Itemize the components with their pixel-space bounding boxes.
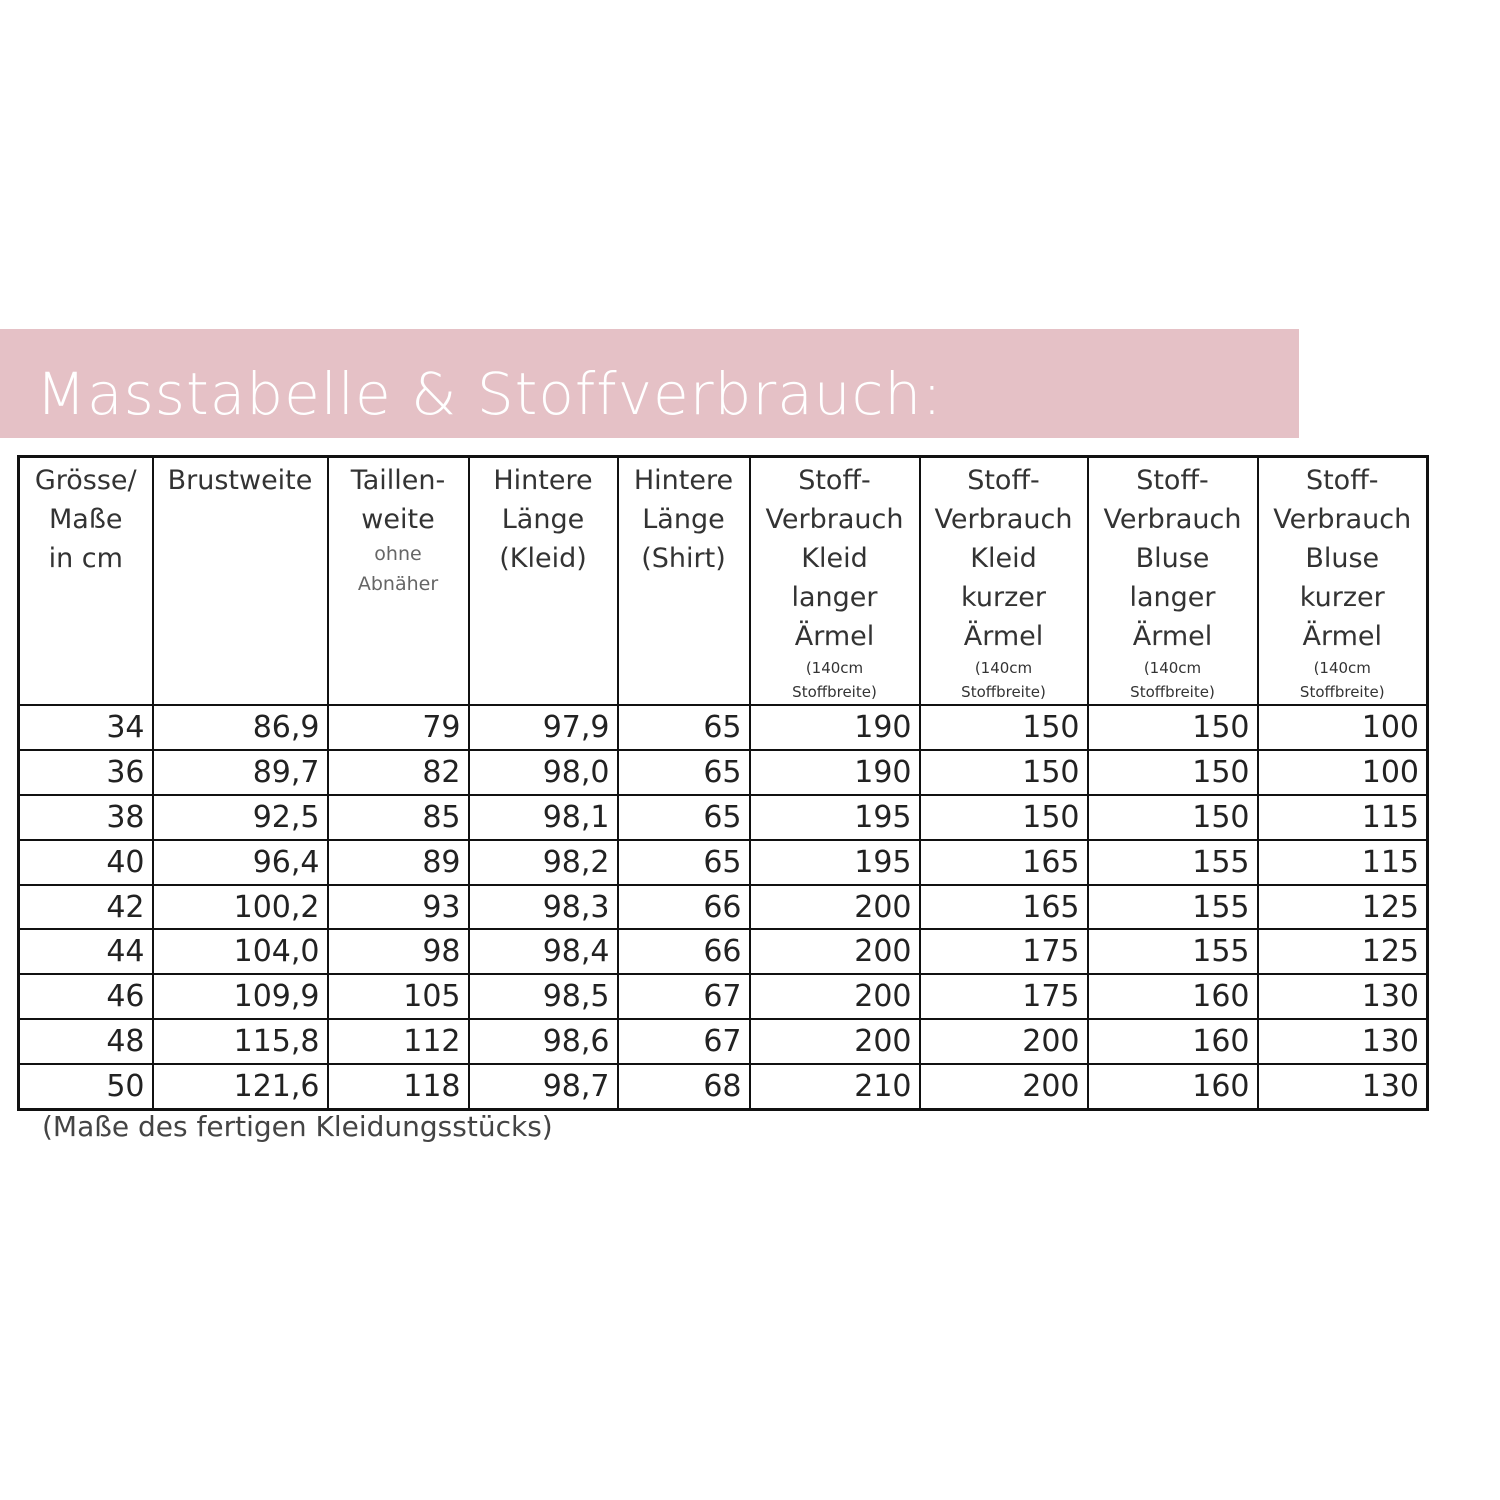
- value-cell: 195: [750, 840, 920, 885]
- value-cell: 98,5: [469, 974, 618, 1019]
- column-header-line: langer: [1129, 582, 1216, 613]
- column-header-footnote: Stoffbreite): [792, 683, 877, 701]
- value-cell: 98,1: [469, 795, 618, 840]
- value-cell: 175: [920, 929, 1088, 974]
- column-header-line: Kleid: [801, 543, 868, 574]
- value-cell: 130: [1258, 1064, 1428, 1109]
- value-cell: 150: [1088, 795, 1258, 840]
- value-cell: 150: [920, 795, 1088, 840]
- column-header-line: Stoff-: [967, 465, 1040, 496]
- value-cell: 98,6: [469, 1019, 618, 1064]
- column-header: [1258, 457, 1428, 706]
- column-header-line: Bluse: [1135, 543, 1210, 574]
- column-header-line: in cm: [48, 543, 123, 574]
- value-cell: 98,0: [469, 750, 618, 795]
- column-header-line: Hintere: [493, 465, 593, 496]
- column-header: [153, 457, 328, 706]
- value-cell: 150: [920, 750, 1088, 795]
- value-cell: 165: [920, 885, 1088, 930]
- size-cell: 34: [19, 705, 153, 750]
- value-cell: 100: [1258, 705, 1428, 750]
- value-cell: 118: [328, 1064, 469, 1109]
- value-cell: 115: [1258, 840, 1428, 885]
- column-header: [19, 457, 153, 706]
- column-header: [750, 457, 920, 706]
- size-cell: 44: [19, 929, 153, 974]
- value-cell: 105: [328, 974, 469, 1019]
- column-header-note: Abnäher: [357, 573, 439, 595]
- value-cell: 190: [750, 750, 920, 795]
- table-body: [19, 705, 1428, 1109]
- value-cell: 92,5: [153, 795, 328, 840]
- value-cell: 121,6: [153, 1064, 328, 1109]
- value-cell: 89,7: [153, 750, 328, 795]
- value-cell: 98,2: [469, 840, 618, 885]
- column-header-line: Brustweite: [167, 465, 313, 496]
- value-cell: 115,8: [153, 1019, 328, 1064]
- column-header-line: Ärmel: [794, 621, 875, 652]
- column-header-line: kurzer: [1299, 582, 1385, 613]
- column-header-line: Verbrauch: [1273, 504, 1412, 535]
- table-row: [19, 1064, 1428, 1109]
- value-cell: 150: [1088, 750, 1258, 795]
- value-cell: 125: [1258, 885, 1428, 930]
- value-cell: 86,9: [153, 705, 328, 750]
- column-header-line: Ärmel: [1302, 621, 1382, 652]
- value-cell: 155: [1088, 840, 1258, 885]
- column-header: [1088, 457, 1258, 706]
- value-cell: 160: [1088, 1019, 1258, 1064]
- table-row: [19, 1019, 1428, 1064]
- value-cell: 65: [618, 840, 750, 885]
- value-cell: 65: [618, 750, 750, 795]
- column-header-line: Stoff-: [1136, 465, 1209, 496]
- value-cell: 68: [618, 1064, 750, 1109]
- size-cell: 46: [19, 974, 153, 1019]
- value-cell: 175: [920, 974, 1088, 1019]
- value-cell: 155: [1088, 885, 1258, 930]
- column-header: [469, 457, 618, 706]
- table-row: [19, 840, 1428, 885]
- value-cell: 130: [1258, 1019, 1428, 1064]
- value-cell: 98,7: [469, 1064, 618, 1109]
- column-header-line: langer: [791, 582, 878, 613]
- table-row: [19, 974, 1428, 1019]
- footnote: (Maße des fertigen Kleidungsstücks): [42, 1110, 553, 1143]
- table-row: [19, 885, 1428, 930]
- column-header-line: Verbrauch: [765, 504, 904, 535]
- size-cell: 40: [19, 840, 153, 885]
- table-row: [19, 929, 1428, 974]
- table-header-row: [19, 457, 1428, 706]
- column-header-line: Bluse: [1305, 543, 1380, 574]
- size-chart-table: [17, 455, 1429, 1111]
- column-header-line: (Kleid): [499, 543, 587, 574]
- value-cell: 210: [750, 1064, 920, 1109]
- column-header-note: ohne: [374, 543, 422, 565]
- column-header-line: Taillen-: [350, 465, 446, 496]
- value-cell: 130: [1258, 974, 1428, 1019]
- size-cell: 48: [19, 1019, 153, 1064]
- column-header-line: Länge: [501, 504, 585, 535]
- value-cell: 165: [920, 840, 1088, 885]
- value-cell: 125: [1258, 929, 1428, 974]
- table-row: [19, 750, 1428, 795]
- size-cell: 36: [19, 750, 153, 795]
- column-header-footnote: Stoffbreite): [961, 683, 1046, 701]
- value-cell: 65: [618, 705, 750, 750]
- value-cell: 66: [618, 885, 750, 930]
- value-cell: 200: [750, 974, 920, 1019]
- value-cell: 195: [750, 795, 920, 840]
- column-header-line: Stoff-: [798, 465, 871, 496]
- column-header-line: Kleid: [970, 543, 1037, 574]
- value-cell: 100: [1258, 750, 1428, 795]
- column-header-line: Verbrauch: [1103, 504, 1242, 535]
- size-cell: 38: [19, 795, 153, 840]
- column-header-line: Verbrauch: [934, 504, 1073, 535]
- column-header-footnote: (140cm: [805, 659, 864, 677]
- column-header-footnote: Stoffbreite): [1130, 683, 1215, 701]
- value-cell: 104,0: [153, 929, 328, 974]
- size-cell: 42: [19, 885, 153, 930]
- column-header-line: (Shirt): [641, 543, 726, 574]
- value-cell: 109,9: [153, 974, 328, 1019]
- column-header: [618, 457, 750, 706]
- value-cell: 200: [750, 1019, 920, 1064]
- value-cell: 82: [328, 750, 469, 795]
- value-cell: 160: [1088, 1064, 1258, 1109]
- value-cell: 160: [1088, 974, 1258, 1019]
- value-cell: 150: [1088, 705, 1258, 750]
- value-cell: 89: [328, 840, 469, 885]
- column-header-line: weite: [361, 504, 435, 535]
- table-row: [19, 705, 1428, 750]
- value-cell: 200: [920, 1019, 1088, 1064]
- value-cell: 112: [328, 1019, 469, 1064]
- value-cell: 67: [618, 974, 750, 1019]
- value-cell: 96,4: [153, 840, 328, 885]
- value-cell: 65: [618, 795, 750, 840]
- column-header-footnote: Stoffbreite): [1299, 683, 1385, 701]
- column-header-line: Grösse/: [34, 465, 137, 496]
- value-cell: 98,4: [469, 929, 618, 974]
- table-row: [19, 795, 1428, 840]
- size-cell: 50: [19, 1064, 153, 1109]
- column-header-line: Stoff-: [1305, 465, 1379, 496]
- value-cell: 85: [328, 795, 469, 840]
- column-header-line: Länge: [642, 504, 725, 535]
- page-title: Masstabelle & Stoffverbrauch:: [36, 360, 943, 428]
- value-cell: 98,3: [469, 885, 618, 930]
- value-cell: 200: [920, 1064, 1088, 1109]
- value-cell: 79: [328, 705, 469, 750]
- column-header-footnote: (140cm: [974, 659, 1033, 677]
- column-header-footnote: (140cm: [1313, 659, 1371, 677]
- value-cell: 67: [618, 1019, 750, 1064]
- value-cell: 150: [920, 705, 1088, 750]
- value-cell: 66: [618, 929, 750, 974]
- value-cell: 155: [1088, 929, 1258, 974]
- value-cell: 98: [328, 929, 469, 974]
- value-cell: 100,2: [153, 885, 328, 930]
- column-header: [328, 457, 469, 706]
- column-header-footnote: (140cm: [1143, 659, 1202, 677]
- column-header: [920, 457, 1088, 706]
- value-cell: 97,9: [469, 705, 618, 750]
- value-cell: 200: [750, 929, 920, 974]
- column-header-line: Ärmel: [963, 621, 1044, 652]
- column-header-line: Ärmel: [1132, 621, 1213, 652]
- column-header-line: kurzer: [961, 582, 1046, 613]
- column-header-line: Hintere: [633, 465, 734, 496]
- value-cell: 93: [328, 885, 469, 930]
- value-cell: 115: [1258, 795, 1428, 840]
- column-header-line: Maße: [49, 504, 123, 535]
- value-cell: 200: [750, 885, 920, 930]
- value-cell: 190: [750, 705, 920, 750]
